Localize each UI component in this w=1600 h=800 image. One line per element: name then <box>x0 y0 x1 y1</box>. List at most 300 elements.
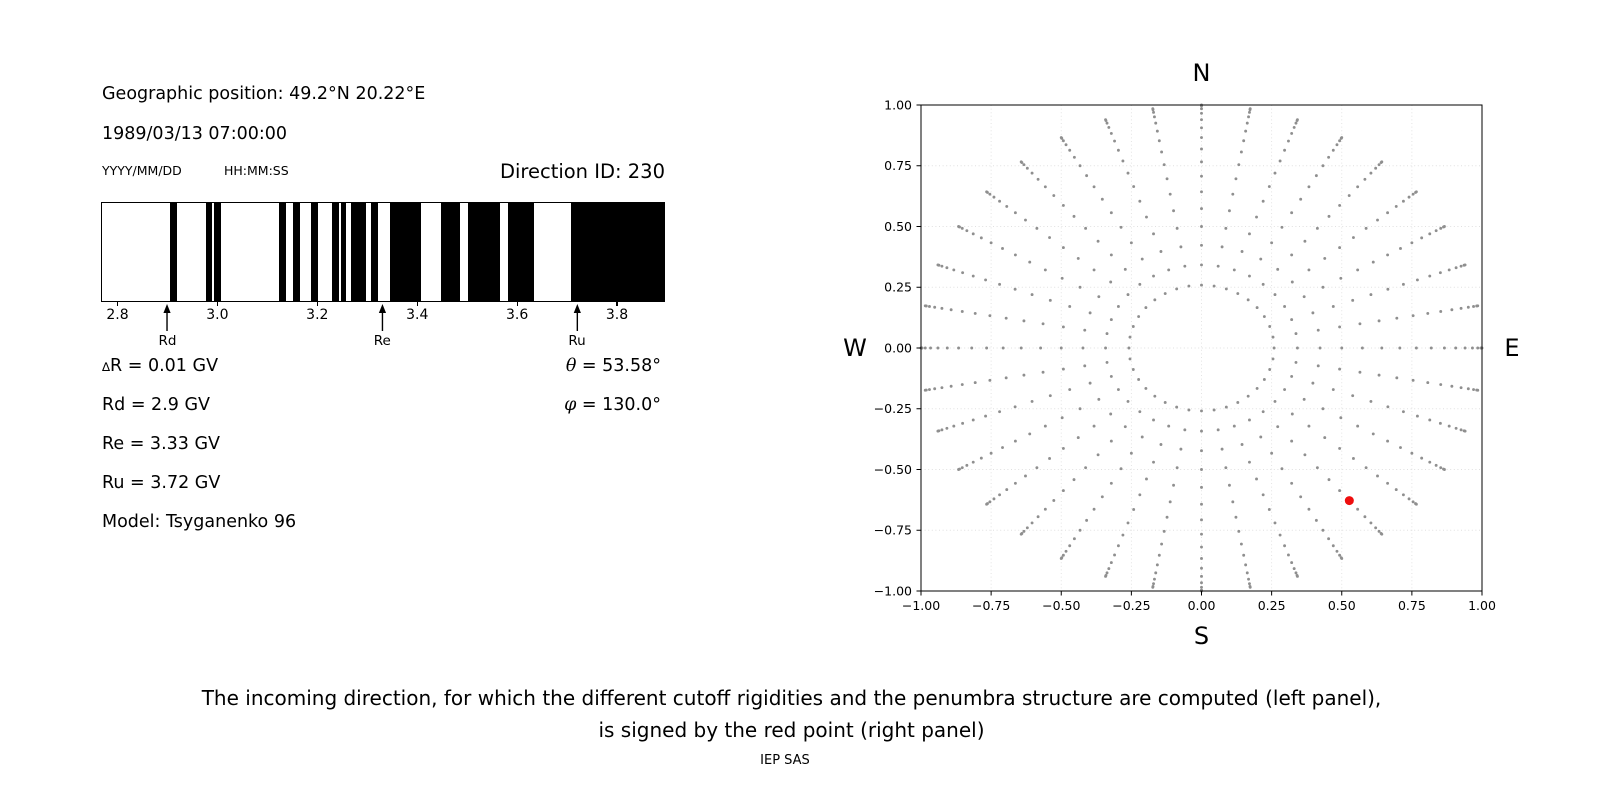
direction-grid-dot <box>1338 139 1341 142</box>
direction-grid-dot <box>1246 571 1249 574</box>
direction-grid-dot <box>1183 265 1186 268</box>
direction-grid-dot <box>1152 111 1155 114</box>
direction-grid-dot <box>1001 247 1004 250</box>
direction-grid-dot <box>1082 347 1085 350</box>
direction-grid-dot <box>1476 304 1479 307</box>
direction-grid-dot <box>1231 500 1234 503</box>
direction-grid-dot <box>1340 557 1343 560</box>
direction-grid-dot <box>1037 178 1040 181</box>
direction-grid-dot <box>1172 484 1175 487</box>
forbidden-band <box>571 203 664 301</box>
direction-grid-dot <box>1268 508 1271 511</box>
direction-grid-dot <box>1068 149 1071 152</box>
direction-grid-dot <box>1020 347 1023 350</box>
direction-grid-dot <box>1307 508 1310 511</box>
direction-grid-dot <box>1476 389 1479 392</box>
direction-grid-dot <box>1420 457 1423 460</box>
direction-grid-dot <box>1408 196 1411 199</box>
ru-value: Ru = 3.72 GV <box>102 473 221 493</box>
direction-grid-dot <box>1307 185 1310 188</box>
direction-grid-dot <box>1124 425 1127 428</box>
direction-grid-dot <box>1217 265 1220 268</box>
direction-grid-dot <box>1454 347 1457 350</box>
direction-grid-dot <box>1412 500 1415 503</box>
direction-grid-dot <box>1244 563 1247 566</box>
direction-grid-dot <box>1316 227 1319 230</box>
direction-grid-dot <box>1200 449 1203 452</box>
direction-grid-dot <box>1356 425 1359 428</box>
direction-grid-dot <box>1225 406 1228 409</box>
direction-grid-dot <box>1293 126 1296 129</box>
direction-grid-dot <box>1124 268 1127 271</box>
direction-grid-dot <box>1138 493 1141 496</box>
direction-grid-dot <box>1106 332 1109 335</box>
direction-grid-dot <box>1141 258 1144 261</box>
direction-grid-dot <box>1200 118 1203 121</box>
direction-grid-dot <box>936 263 939 266</box>
direction-grid-dot <box>990 452 993 455</box>
direction-grid-dot <box>1372 261 1375 264</box>
direction-grid-dot <box>1317 364 1320 367</box>
direction-grid-dot <box>1296 118 1299 121</box>
direction-grid-dot <box>1428 461 1431 464</box>
direction-grid-dot <box>1290 375 1293 378</box>
direction-grid-dot <box>1130 452 1133 455</box>
direction-grid-dot <box>1476 347 1479 350</box>
direction-grid-dot <box>1464 430 1467 433</box>
direction-grid-dot <box>1248 111 1251 114</box>
model-label: Model: Tsyganenko 96 <box>102 512 297 532</box>
direction-grid-dot <box>1339 416 1342 419</box>
direction-grid-dot <box>1022 319 1025 322</box>
penumbra-axis <box>101 302 665 362</box>
direction-grid-dot <box>1361 347 1364 350</box>
direction-grid-dot <box>1395 376 1398 379</box>
direction-grid-dot <box>985 347 988 350</box>
direction-grid-dot <box>957 468 960 471</box>
direction-grid-dot <box>1259 435 1262 438</box>
direction-grid-dot <box>988 379 991 382</box>
forbidden-band <box>371 203 378 301</box>
direction-grid-dot <box>1272 357 1275 360</box>
direction-grid-dot <box>1200 533 1203 536</box>
direction-grid-dot <box>1327 537 1330 540</box>
direction-grid-dot <box>1233 268 1236 271</box>
direction-grid-dot <box>1060 347 1063 350</box>
direction-grid-dot <box>1172 209 1175 212</box>
direction-grid-dot <box>1079 407 1082 410</box>
direction-grid-dot <box>1160 543 1163 546</box>
direction-grid-dot <box>1068 388 1071 391</box>
direction-grid-dot <box>1129 336 1132 339</box>
compass-label-north: N <box>1192 59 1211 87</box>
direction-grid-dot <box>1073 537 1076 540</box>
direction-grid-dot <box>1073 156 1076 159</box>
cutoff-marker-re <box>374 304 391 349</box>
direction-grid-dot <box>1052 194 1055 197</box>
direction-grid-dot <box>1439 271 1442 274</box>
direction-grid-dot <box>1079 164 1082 167</box>
direction-grid-dot <box>1109 413 1112 416</box>
direction-grid-dot <box>1127 400 1130 403</box>
x-tick-label: 3.4 <box>406 307 429 323</box>
direction-grid-dot <box>1200 518 1203 521</box>
direction-grid-dot <box>1450 385 1453 388</box>
direction-grid-dot <box>1374 167 1377 170</box>
direction-grid-dot <box>961 383 964 386</box>
direction-grid-dot <box>1166 177 1169 180</box>
x-tick-mark <box>117 302 118 306</box>
direction-grid-dot <box>1369 172 1372 175</box>
direction-grid-dot <box>1110 482 1113 485</box>
direction-grid-dot <box>928 388 931 391</box>
direction-grid-dot <box>1240 151 1243 154</box>
direction-grid-dot <box>1101 495 1104 498</box>
direction-grid-dot <box>1242 139 1245 142</box>
direction-grid-dot <box>1089 382 1092 385</box>
direction-grid-dot <box>1256 387 1259 390</box>
theta-symbol: θ <box>565 356 577 376</box>
direction-grid-dot <box>1187 408 1190 411</box>
direction-grid-dot <box>1439 383 1442 386</box>
date-format-label: YYYY/MM/DD <box>102 163 182 178</box>
direction-grid-dot <box>1255 478 1258 481</box>
direction-grid-dot <box>1283 305 1286 308</box>
x-tick-label: 3.6 <box>505 307 529 323</box>
y-tick-label: −0.50 <box>873 461 912 477</box>
direction-grid-dot <box>1332 388 1335 391</box>
direction-grid-dot <box>1031 521 1034 524</box>
direction-grid-dot <box>1426 381 1429 384</box>
direction-grid-dot <box>1200 546 1203 549</box>
direction-grid-dot <box>1002 347 1005 350</box>
direction-grid-dot <box>1460 386 1463 389</box>
direction-grid-dot <box>1336 550 1339 553</box>
direction-grid-dot <box>1319 347 1322 350</box>
x-tick-mark <box>317 302 318 306</box>
direction-grid-dot <box>1365 227 1368 230</box>
direction-grid-dot <box>1153 298 1156 301</box>
direction-grid-dot <box>1176 466 1179 469</box>
direction-grid-dot <box>1127 293 1130 296</box>
direction-grid-dot <box>1307 425 1310 428</box>
direction-grid-dot <box>1097 453 1100 456</box>
direction-grid-dot <box>1132 508 1135 511</box>
direction-grid-dot <box>1287 554 1290 557</box>
direction-grid-dot <box>1395 317 1398 320</box>
direction-grid-dot <box>1439 227 1442 230</box>
direction-grid-dot <box>1110 253 1113 256</box>
direction-grid-dot <box>1137 378 1140 381</box>
direction-grid-dot <box>1005 488 1008 491</box>
cutoff-marker-label: Rd <box>158 333 177 349</box>
direction-grid-dot <box>1200 107 1203 110</box>
direction-grid-dot <box>985 503 988 506</box>
direction-grid-dot <box>1200 409 1203 412</box>
direction-grid-dot <box>1120 226 1123 229</box>
y-tick-label: −1.00 <box>873 583 912 599</box>
direction-grid-dot <box>1339 277 1342 280</box>
direction-grid-dot <box>1221 448 1224 451</box>
direction-grid-dot <box>1104 118 1107 121</box>
direction-grid-dot <box>1031 172 1034 175</box>
x-tick-label: 0.75 <box>1397 598 1426 613</box>
direction-grid-dot <box>1283 544 1286 547</box>
direction-grid-dot <box>961 422 964 425</box>
forbidden-band <box>390 203 421 301</box>
direction-grid-dot <box>1338 246 1341 249</box>
direction-grid-dot <box>1263 315 1266 318</box>
direction-grid-dot <box>1130 241 1133 244</box>
direction-grid-dot <box>1322 407 1325 410</box>
direction-grid-dot <box>1248 582 1251 585</box>
direction-grid-dot <box>933 387 936 390</box>
direction-grid-dot <box>1224 227 1227 230</box>
direction-grid-dot <box>1332 544 1335 547</box>
direction-grid-dot <box>1369 521 1372 524</box>
direction-grid-dot <box>1110 440 1113 443</box>
direction-grid-dot <box>1153 578 1156 581</box>
direction-grid-dot <box>1338 204 1341 207</box>
direction-grid-dot <box>1303 398 1306 401</box>
direction-grid-dot <box>1084 466 1087 469</box>
direction-grid-dot <box>940 265 943 268</box>
y-tick-label: 1.00 <box>884 97 912 113</box>
direction-grid-dot <box>1439 466 1442 469</box>
direction-grid-dot <box>1138 283 1141 286</box>
direction-grid-dot <box>1399 247 1402 250</box>
direction-grid-dot <box>1358 371 1361 374</box>
penumbra-plot <box>101 202 665 302</box>
direction-grid-dot <box>1200 503 1203 506</box>
direction-grid-dot <box>1386 440 1389 443</box>
direction-grid-dot <box>1200 468 1203 471</box>
direction-grid-dot <box>1242 554 1245 557</box>
direction-grid-dot <box>1200 147 1203 150</box>
direction-grid-dot <box>1328 215 1331 218</box>
direction-grid-dot <box>1200 586 1203 589</box>
direction-grid-dot <box>1241 443 1244 446</box>
direction-grid-dot <box>1037 515 1040 518</box>
x-tick-label: −1.00 <box>901 598 941 613</box>
forbidden-band <box>341 203 346 301</box>
direction-grid-dot <box>1315 174 1318 177</box>
direction-grid-dot <box>1028 261 1031 264</box>
direction-grid-dot <box>1097 295 1100 298</box>
direction-grid-dot <box>1200 112 1203 115</box>
direction-grid-dot <box>1031 293 1034 296</box>
direction-grid-dot <box>1024 219 1027 222</box>
direction-grid-dot <box>1024 474 1027 477</box>
direction-grid-dot <box>1272 336 1275 339</box>
direction-grid-dot <box>1031 400 1034 403</box>
direction-grid-dot <box>1376 474 1379 477</box>
direction-grid-dot <box>1332 305 1335 308</box>
direction-grid-dot <box>1268 368 1271 371</box>
direction-grid-dot <box>1158 139 1161 142</box>
direction-grid-dot <box>1402 493 1405 496</box>
direction-grid-dot <box>1323 436 1326 439</box>
direction-grid-dot <box>1279 160 1282 163</box>
direction-grid-dot <box>1020 533 1023 536</box>
direction-grid-dot <box>1247 115 1250 118</box>
direction-grid-dot <box>1363 515 1366 518</box>
direction-grid-dot <box>1106 571 1109 574</box>
direction-grid-dot <box>1262 283 1265 286</box>
phi-value: φ = 130.0° <box>564 395 661 415</box>
direction-grid-dot <box>998 410 1001 413</box>
direction-grid-dot <box>1169 193 1172 196</box>
direction-grid-dot <box>1410 241 1413 244</box>
direction-grid-dot <box>1291 281 1294 284</box>
x-tick-mark <box>417 302 418 306</box>
x-tick-label: 2.8 <box>106 307 129 323</box>
direction-grid-dot <box>1352 457 1355 460</box>
direction-grid-dot <box>945 266 948 269</box>
direction-grid-dot <box>1109 281 1112 284</box>
direction-grid-dot <box>1110 211 1113 214</box>
direction-grid-dot <box>1154 122 1157 125</box>
direction-grid-dot <box>1179 448 1182 451</box>
direction-grid-dot <box>952 425 955 428</box>
geo-position-text: Geographic position: 49.2°N 20.22°E <box>102 84 426 104</box>
direction-grid-dot <box>1106 122 1109 125</box>
direction-grid-dot <box>1439 422 1442 425</box>
direction-grid-dot <box>1127 347 1130 350</box>
direction-grid-dot <box>1132 368 1135 371</box>
direction-grid-dot <box>1228 209 1231 212</box>
y-tick-label: −0.25 <box>873 401 912 417</box>
direction-grid-dot <box>1138 200 1141 203</box>
direction-grid-dot <box>1093 268 1096 271</box>
x-tick-label: −0.50 <box>1042 598 1081 613</box>
direction-grid-dot <box>1160 151 1163 154</box>
direction-grid-dot <box>972 275 975 278</box>
direction-grid-dot <box>1026 526 1029 529</box>
direction-grid-dot <box>1443 468 1446 471</box>
direction-grid-dot <box>1365 466 1368 469</box>
direction-grid-dot <box>1276 268 1279 271</box>
direction-grid-dot <box>1450 308 1453 311</box>
direction-grid-dot <box>1280 226 1283 229</box>
direction-grid-dot <box>1014 405 1017 408</box>
direction-grid-dot <box>1290 318 1293 321</box>
direction-grid-dot <box>1435 464 1438 467</box>
direction-grid-dot <box>970 347 973 350</box>
cutoff-marker-ru <box>568 304 585 349</box>
credit-text: IEP SAS <box>760 753 810 768</box>
direction-grid-dot <box>1145 478 1148 481</box>
direction-grid-dot <box>1448 425 1451 428</box>
direction-grid-dot <box>1322 164 1325 167</box>
direction-grid-dot <box>998 283 1001 286</box>
direction-grid-dot <box>1005 376 1008 379</box>
direction-grid-dot <box>1049 394 1052 397</box>
direction-grid-dot <box>1460 428 1463 431</box>
direction-grid-dot <box>1472 305 1475 308</box>
x-tick-mark <box>517 302 518 306</box>
direction-grid-dot <box>1435 229 1438 232</box>
direction-grid-dot <box>1060 557 1063 560</box>
direction-grid-dot <box>1338 489 1341 492</box>
direction-grid-dot <box>1200 581 1203 584</box>
direction-grid-dot <box>1085 174 1088 177</box>
direction-grid-dot <box>1200 126 1203 129</box>
direction-grid-dot <box>1022 374 1025 377</box>
direction-grid-dot <box>1428 419 1431 422</box>
direction-grid-dot <box>1290 482 1293 485</box>
direction-grid-dot <box>988 193 991 196</box>
direction-grid-dot <box>1369 293 1372 296</box>
direction-grid-dot <box>1107 126 1110 129</box>
direction-grid-dot <box>928 305 931 308</box>
direction-grid-dot <box>1084 227 1087 230</box>
direction-grid-dot <box>1317 329 1320 332</box>
direction-grid-dot <box>1460 307 1463 310</box>
x-tick-label: 3.8 <box>605 307 629 323</box>
direction-grid-dot <box>1395 205 1398 208</box>
direction-grid-dot <box>1113 554 1116 557</box>
direction-grid-dot <box>1248 461 1251 464</box>
direction-grid-dot <box>1338 554 1341 557</box>
direction-grid-dot <box>1240 543 1243 546</box>
direction-grid-dot <box>1217 428 1220 431</box>
rd-value: Rd = 2.9 GV <box>102 395 210 415</box>
delta-r-value: ∆R = 0.01 GV <box>102 356 219 376</box>
y-tick-label: 0.25 <box>884 279 912 295</box>
direction-grid-dot <box>1117 305 1120 308</box>
direction-grid-dot <box>936 347 939 350</box>
direction-grid-dot <box>1416 415 1419 418</box>
direction-grid-dot <box>1430 347 1433 350</box>
direction-grid-dot <box>1014 211 1017 214</box>
direction-grid-dot <box>1153 395 1156 398</box>
direction-grid-dot <box>1307 268 1310 271</box>
direction-grid-dot <box>1044 425 1047 428</box>
direction-grid-dot <box>1166 516 1169 519</box>
direction-grid-dot <box>1110 561 1113 564</box>
direction-grid-dot <box>1290 211 1293 214</box>
direction-grid-dot <box>1471 347 1474 350</box>
up-arrow-icon <box>571 304 583 331</box>
direction-grid-dot <box>1200 284 1203 287</box>
direction-grid-dot <box>1386 405 1389 408</box>
direction-grid-dot <box>1077 257 1080 260</box>
direction-grid-dot <box>933 306 936 309</box>
direction-grid-dot <box>1014 482 1017 485</box>
forbidden-band <box>441 203 460 301</box>
direction-grid-dot <box>1028 432 1031 435</box>
compass-label-west: W <box>843 334 867 362</box>
direction-grid-dot <box>1420 236 1423 239</box>
direction-grid-dot <box>1179 245 1182 248</box>
direction-grid-dot <box>1467 306 1470 309</box>
direction-grid-dot <box>940 428 943 431</box>
direction-grid-dot <box>950 385 953 388</box>
direction-grid-dot <box>1464 347 1467 350</box>
forbidden-band <box>206 203 211 301</box>
direction-grid-dot <box>1236 292 1239 295</box>
x-tick-label: 3.2 <box>306 307 329 323</box>
direction-grid-dot <box>1152 232 1155 235</box>
sky-plot-svg <box>843 59 1520 650</box>
direction-grid-dot <box>1283 149 1286 152</box>
direction-grid-dot <box>1295 361 1298 364</box>
direction-grid-dot <box>1439 310 1442 313</box>
direction-grid-dot <box>1348 194 1351 197</box>
direction-grid-dot <box>1200 430 1203 433</box>
direction-grid-dot <box>1035 227 1038 230</box>
